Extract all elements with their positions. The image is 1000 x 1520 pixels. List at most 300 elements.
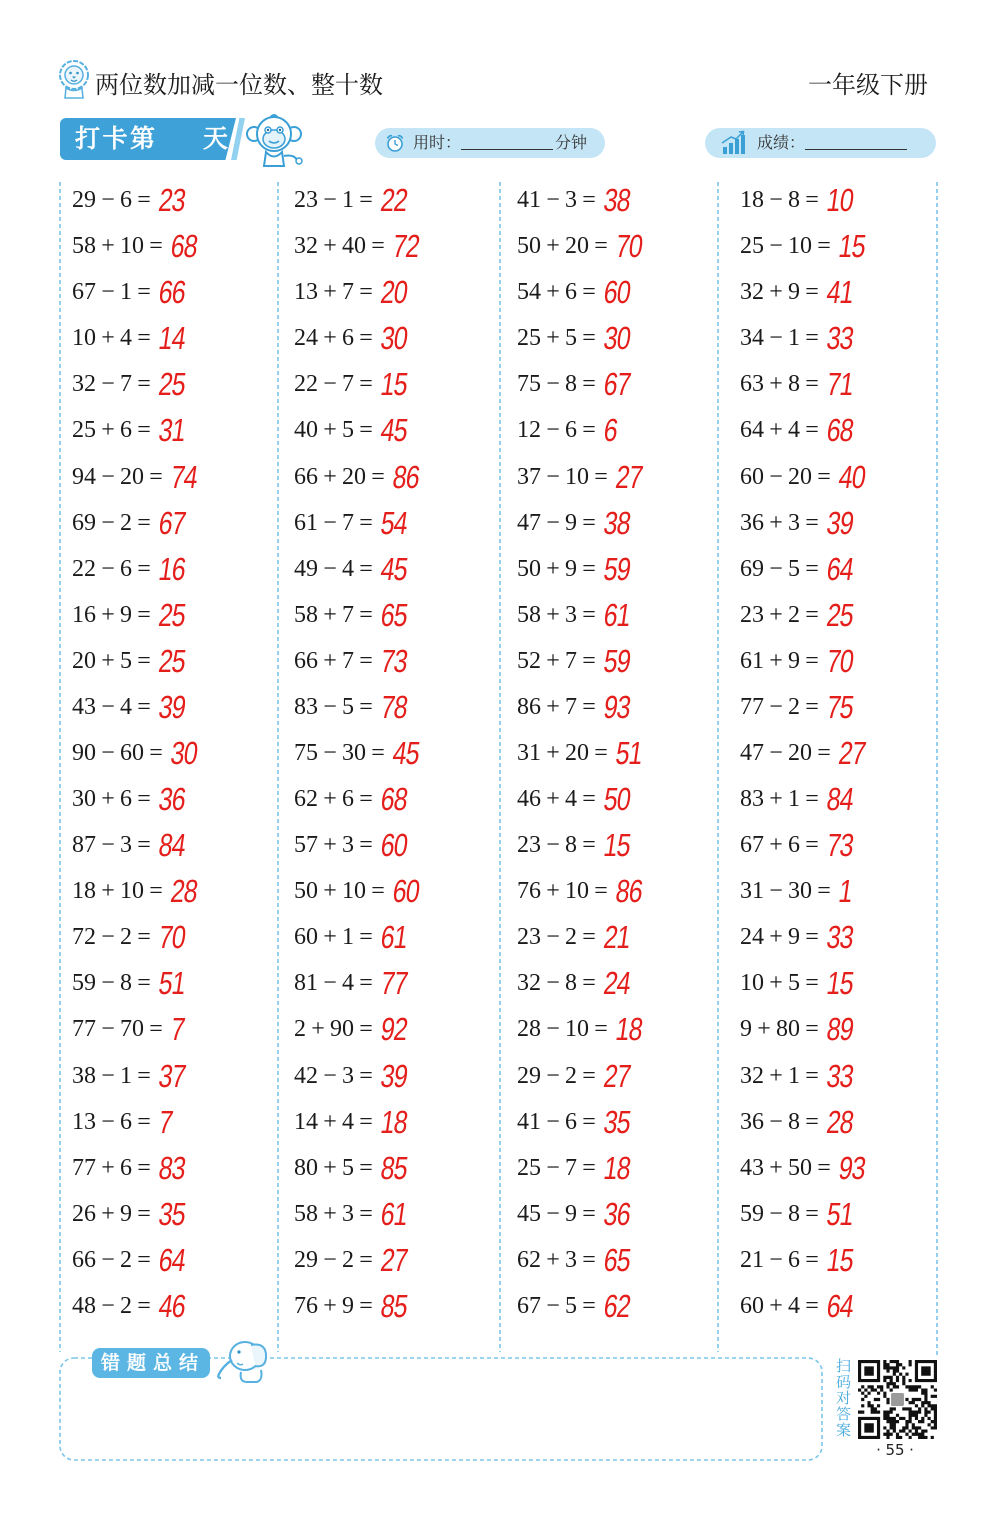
equation: 29 − 6 = [72, 188, 156, 212]
handwritten-answer: 14 [156, 320, 188, 357]
problem-row [740, 638, 873, 684]
problem-row [72, 868, 205, 914]
operator: + [101, 233, 115, 260]
operator: − [546, 463, 560, 490]
equation: 66 + 7 = [294, 649, 378, 673]
handwritten-answer: 27 [378, 1241, 410, 1278]
equation: 58 + 3 = [517, 603, 601, 627]
operator: = [594, 739, 608, 766]
handwritten-answer: 85 [378, 1287, 410, 1324]
operator: = [359, 1200, 373, 1227]
problem-row [740, 407, 873, 453]
equation: 20 + 5 = [72, 649, 156, 673]
equation: 23 − 2 = [517, 925, 601, 949]
problem-column [740, 177, 873, 1329]
operator: + [546, 279, 560, 306]
operator: + [101, 601, 115, 628]
operator: = [582, 601, 596, 628]
handwritten-answer: 70 [156, 919, 188, 956]
handwritten-answer: 93 [836, 1149, 868, 1186]
operator: = [594, 463, 608, 490]
equation: 40 + 5 = [294, 418, 378, 442]
handwritten-answer: 21 [601, 919, 633, 956]
equation: 22 − 6 = [72, 557, 156, 581]
problem-row [517, 868, 650, 914]
operator: = [137, 693, 151, 720]
problem-row [72, 1237, 205, 1283]
operator: + [757, 1016, 771, 1043]
handwritten-answer: 33 [824, 919, 856, 956]
operator: + [546, 693, 560, 720]
operator: = [137, 325, 151, 352]
operator: = [137, 509, 151, 536]
equation: 83 − 5 = [294, 695, 378, 719]
checkin-suffix: 天 [203, 124, 231, 153]
problem-row [294, 1283, 427, 1329]
operator: = [805, 924, 819, 951]
problem-row [517, 1283, 650, 1329]
operator: − [546, 417, 560, 444]
page-title: 两位数加减一位数、整十数 [95, 71, 383, 99]
equation: 48 − 2 = [72, 1294, 156, 1318]
problem-row [72, 592, 205, 638]
equation: 59 − 8 = [740, 1202, 824, 1226]
handwritten-answer: 64 [824, 1287, 856, 1324]
equation: 50 + 10 = [294, 879, 390, 903]
equation: 43 + 50 = [740, 1156, 836, 1180]
problem-row [517, 684, 650, 730]
problem-row [517, 177, 650, 223]
handwritten-answer: 10 [824, 182, 856, 219]
problem-row [294, 500, 427, 546]
equation: 62 + 6 = [294, 787, 378, 811]
problem-row [740, 361, 873, 407]
operator: = [359, 417, 373, 444]
operator: + [769, 832, 783, 859]
problem-row [72, 684, 205, 730]
operator: = [805, 1292, 819, 1319]
handwritten-answer: 7 [156, 1103, 175, 1140]
operator: − [546, 187, 560, 214]
problem-row [294, 1099, 427, 1145]
handwritten-answer: 25 [156, 642, 188, 679]
equation: 32 − 7 = [72, 372, 156, 396]
problem-row [72, 269, 205, 315]
operator: + [769, 1154, 783, 1181]
operator: − [323, 739, 337, 766]
operator: = [805, 187, 819, 214]
handwritten-answer: 65 [601, 1241, 633, 1278]
problem-row [740, 177, 873, 223]
operator: = [805, 832, 819, 859]
operator: − [769, 693, 783, 720]
operator: + [323, 1200, 337, 1227]
handwritten-answer: 73 [824, 827, 856, 864]
operator: − [769, 187, 783, 214]
operator: = [805, 371, 819, 398]
problem-row [517, 269, 650, 315]
operator: = [359, 325, 373, 352]
operator: = [805, 1246, 819, 1273]
equation: 28 − 10 = [517, 1017, 613, 1041]
equation: 14 + 4 = [294, 1110, 378, 1134]
operator: = [137, 1246, 151, 1273]
operator: − [323, 555, 337, 582]
operator: = [137, 1200, 151, 1227]
operator: − [546, 832, 560, 859]
equation: 80 + 5 = [294, 1156, 378, 1180]
handwritten-answer: 15 [378, 366, 410, 403]
operator: = [805, 786, 819, 813]
handwritten-answer: 74 [168, 458, 200, 495]
problem-row [294, 822, 427, 868]
handwritten-answer: 36 [156, 781, 188, 818]
operator: = [817, 739, 831, 766]
handwritten-answer: 18 [378, 1103, 410, 1140]
problem-row [740, 1145, 873, 1191]
problem-row [72, 1283, 205, 1329]
operator: = [149, 878, 163, 905]
operator: = [582, 417, 596, 444]
handwritten-answer: 7 [168, 1011, 187, 1048]
problem-row [294, 1052, 427, 1098]
equation: 18 + 10 = [72, 879, 168, 903]
equation: 47 − 20 = [740, 741, 836, 765]
operator: = [137, 279, 151, 306]
grade-label: 一年级下册 [808, 71, 928, 99]
handwritten-answer: 50 [601, 781, 633, 818]
problem-row [740, 500, 873, 546]
operator: = [582, 786, 596, 813]
operator: = [371, 463, 385, 490]
dot-right: · [909, 1441, 914, 1459]
operator: = [359, 1108, 373, 1135]
problem-row [294, 914, 427, 960]
equation: 69 − 2 = [72, 511, 156, 535]
time-label: 用时： [413, 133, 462, 152]
problem-row [740, 1052, 873, 1098]
operator: = [359, 187, 373, 214]
problem-row [72, 1006, 205, 1052]
handwritten-answer: 77 [378, 965, 410, 1002]
handwritten-answer: 39 [156, 688, 188, 725]
equation: 31 − 30 = [740, 879, 836, 903]
operator: + [101, 417, 115, 444]
operator: + [101, 878, 115, 905]
problem-row [294, 361, 427, 407]
operator: − [101, 1292, 115, 1319]
problem-row [517, 1191, 650, 1237]
equation: 67 + 6 = [740, 833, 824, 857]
operator: − [101, 463, 115, 490]
problem-row [294, 868, 427, 914]
handwritten-answer: 36 [601, 1195, 633, 1232]
handwritten-answer: 27 [836, 734, 868, 771]
operator: + [769, 371, 783, 398]
equation: 61 + 9 = [740, 649, 824, 673]
handwritten-answer: 84 [824, 781, 856, 818]
equation: 64 + 4 = [740, 418, 824, 442]
problem-row [517, 407, 650, 453]
handwritten-answer: 78 [378, 688, 410, 725]
operator: = [149, 1016, 163, 1043]
operator: + [323, 1292, 337, 1319]
operator: − [323, 970, 337, 997]
handwritten-answer: 15 [836, 228, 868, 265]
operator: = [582, 555, 596, 582]
equation: 32 + 1 = [740, 1064, 824, 1088]
problem-row [72, 407, 205, 453]
handwritten-answer: 71 [824, 366, 856, 403]
operator: = [359, 1292, 373, 1319]
equation: 77 − 70 = [72, 1017, 168, 1041]
handwritten-answer: 64 [824, 550, 856, 587]
operator: + [546, 325, 560, 352]
handwritten-answer: 1 [836, 873, 855, 910]
operator: − [546, 970, 560, 997]
handwritten-answer: 22 [378, 182, 410, 219]
operator: + [769, 509, 783, 536]
operator: = [371, 878, 385, 905]
handwritten-answer: 51 [156, 965, 188, 1002]
operator: = [149, 463, 163, 490]
operator: − [769, 233, 783, 260]
operator: = [371, 233, 385, 260]
handwritten-answer: 33 [824, 1057, 856, 1094]
handwritten-answer: 45 [378, 412, 410, 449]
operator: − [101, 693, 115, 720]
operator: + [769, 1292, 783, 1319]
handwritten-answer: 75 [824, 688, 856, 725]
problem-row [72, 638, 205, 684]
problem-row [517, 638, 650, 684]
handwritten-answer: 64 [156, 1241, 188, 1278]
problem-row [740, 592, 873, 638]
operator: = [805, 325, 819, 352]
handwritten-answer: 39 [824, 504, 856, 541]
problem-row [72, 914, 205, 960]
qr-logo [891, 1393, 905, 1407]
handwritten-answer: 46 [156, 1287, 188, 1324]
operator: = [582, 1154, 596, 1181]
operator: = [582, 970, 596, 997]
handwritten-answer: 38 [601, 182, 633, 219]
problem-row [294, 1006, 427, 1052]
operator: = [137, 1062, 151, 1089]
equation: 50 + 9 = [517, 557, 601, 581]
handwritten-answer: 67 [601, 366, 633, 403]
equation: 76 + 9 = [294, 1294, 378, 1318]
operator: = [817, 878, 831, 905]
problem-row [517, 500, 650, 546]
operator: = [817, 1154, 831, 1181]
operator: + [546, 786, 560, 813]
problem-row [72, 361, 205, 407]
handwritten-answer: 83 [156, 1149, 188, 1186]
problem-row [740, 960, 873, 1006]
operator: = [582, 1200, 596, 1227]
handwritten-answer: 84 [156, 827, 188, 864]
equation: 69 − 5 = [740, 557, 824, 581]
operator: = [359, 279, 373, 306]
operator: − [323, 509, 337, 536]
handwritten-answer: 72 [390, 228, 422, 265]
operator: + [769, 786, 783, 813]
problem-row [517, 1237, 650, 1283]
problem-row [72, 1099, 205, 1145]
problem-row [517, 453, 650, 499]
problem-row [517, 730, 650, 776]
equation: 72 − 2 = [72, 925, 156, 949]
handwritten-answer: 61 [601, 596, 633, 633]
equation: 9 + 80 = [740, 1017, 824, 1041]
problem-row [72, 960, 205, 1006]
handwritten-answer: 25 [156, 366, 188, 403]
handwritten-answer: 28 [824, 1103, 856, 1140]
handwritten-answer: 59 [601, 642, 633, 679]
problem-row [72, 822, 205, 868]
operator: = [137, 1292, 151, 1319]
operator: − [101, 924, 115, 951]
handwritten-answer: 60 [390, 873, 422, 910]
equation: 24 + 9 = [740, 925, 824, 949]
equation: 22 − 7 = [294, 372, 378, 396]
operator: − [546, 924, 560, 951]
qr-caption: 扫码对答案 [834, 1358, 852, 1438]
operator: + [323, 786, 337, 813]
problem-row [517, 822, 650, 868]
problem-row [294, 592, 427, 638]
elephant-icon [211, 1336, 269, 1384]
operator: = [805, 647, 819, 674]
operator: − [769, 463, 783, 490]
operator: = [594, 878, 608, 905]
equation: 23 − 1 = [294, 188, 378, 212]
operator: = [371, 739, 385, 766]
operator: = [359, 970, 373, 997]
handwritten-answer: 30 [378, 320, 410, 357]
operator: − [101, 279, 115, 306]
problem-row [294, 315, 427, 361]
operator: + [546, 1246, 560, 1273]
operator: + [323, 878, 337, 905]
operator: + [546, 555, 560, 582]
operator: − [101, 555, 115, 582]
equation: 52 + 7 = [517, 649, 601, 673]
problem-row [517, 361, 650, 407]
operator: − [769, 1108, 783, 1135]
equation: 61 − 7 = [294, 511, 378, 535]
operator: − [546, 1062, 560, 1089]
operator: + [546, 739, 560, 766]
handwritten-answer: 27 [601, 1057, 633, 1094]
equation: 23 + 2 = [740, 603, 824, 627]
equation: 42 − 3 = [294, 1064, 378, 1088]
operator: = [582, 924, 596, 951]
handwritten-answer: 30 [168, 734, 200, 771]
equation: 13 + 7 = [294, 280, 378, 304]
operator: = [137, 555, 151, 582]
handwritten-answer: 15 [601, 827, 633, 864]
problem-row [294, 1237, 427, 1283]
operator: + [101, 786, 115, 813]
operator: + [769, 1062, 783, 1089]
handwritten-answer: 45 [390, 734, 422, 771]
operator: = [805, 417, 819, 444]
operator: − [546, 1200, 560, 1227]
equation: 37 − 10 = [517, 465, 613, 489]
operator: − [323, 1062, 337, 1089]
equation: 32 + 9 = [740, 280, 824, 304]
handwritten-answer: 35 [601, 1103, 633, 1140]
operator: = [137, 647, 151, 674]
equation: 87 − 3 = [72, 833, 156, 857]
operator: = [805, 279, 819, 306]
problem-row [517, 546, 650, 592]
operator: + [323, 463, 337, 490]
problem-row [740, 223, 873, 269]
handwritten-answer: 45 [378, 550, 410, 587]
operator: − [546, 371, 560, 398]
operator: = [137, 786, 151, 813]
operator: = [582, 371, 596, 398]
problem-row [294, 269, 427, 315]
operator: + [323, 832, 337, 859]
operator: = [149, 233, 163, 260]
problem-row [740, 546, 873, 592]
handwritten-answer: 59 [601, 550, 633, 587]
dot-left: · [876, 1441, 881, 1459]
handwritten-answer: 35 [156, 1195, 188, 1232]
operator: = [359, 1246, 373, 1273]
operator: − [101, 1062, 115, 1089]
handwritten-answer: 61 [378, 1195, 410, 1232]
problem-row [72, 315, 205, 361]
equation: 18 − 8 = [740, 188, 824, 212]
operator: + [769, 924, 783, 951]
operator: = [359, 832, 373, 859]
handwritten-answer: 6 [601, 412, 620, 449]
operator: = [805, 555, 819, 582]
operator: + [323, 1108, 337, 1135]
handwritten-answer: 62 [601, 1287, 633, 1324]
handwritten-answer: 86 [613, 873, 645, 910]
operator: − [546, 509, 560, 536]
equation: 58 + 3 = [294, 1202, 378, 1226]
operator: − [769, 739, 783, 766]
operator: = [805, 1062, 819, 1089]
operator: = [359, 647, 373, 674]
handwritten-answer: 93 [601, 688, 633, 725]
operator: = [817, 463, 831, 490]
operator: = [594, 233, 608, 260]
operator: − [769, 1200, 783, 1227]
handwritten-answer: 66 [156, 274, 188, 311]
handwritten-answer: 68 [378, 781, 410, 818]
problem-row [517, 592, 650, 638]
equation: 63 + 8 = [740, 372, 824, 396]
handwritten-answer: 23 [156, 182, 188, 219]
problem-row [72, 546, 205, 592]
equation: 60 + 4 = [740, 1294, 824, 1318]
operator: + [323, 325, 337, 352]
problem-row [72, 453, 205, 499]
equation: 30 + 6 = [72, 787, 156, 811]
equation: 43 − 4 = [72, 695, 156, 719]
handwritten-answer: 60 [378, 827, 410, 864]
equation: 32 − 8 = [517, 971, 601, 995]
equation: 83 + 1 = [740, 787, 824, 811]
